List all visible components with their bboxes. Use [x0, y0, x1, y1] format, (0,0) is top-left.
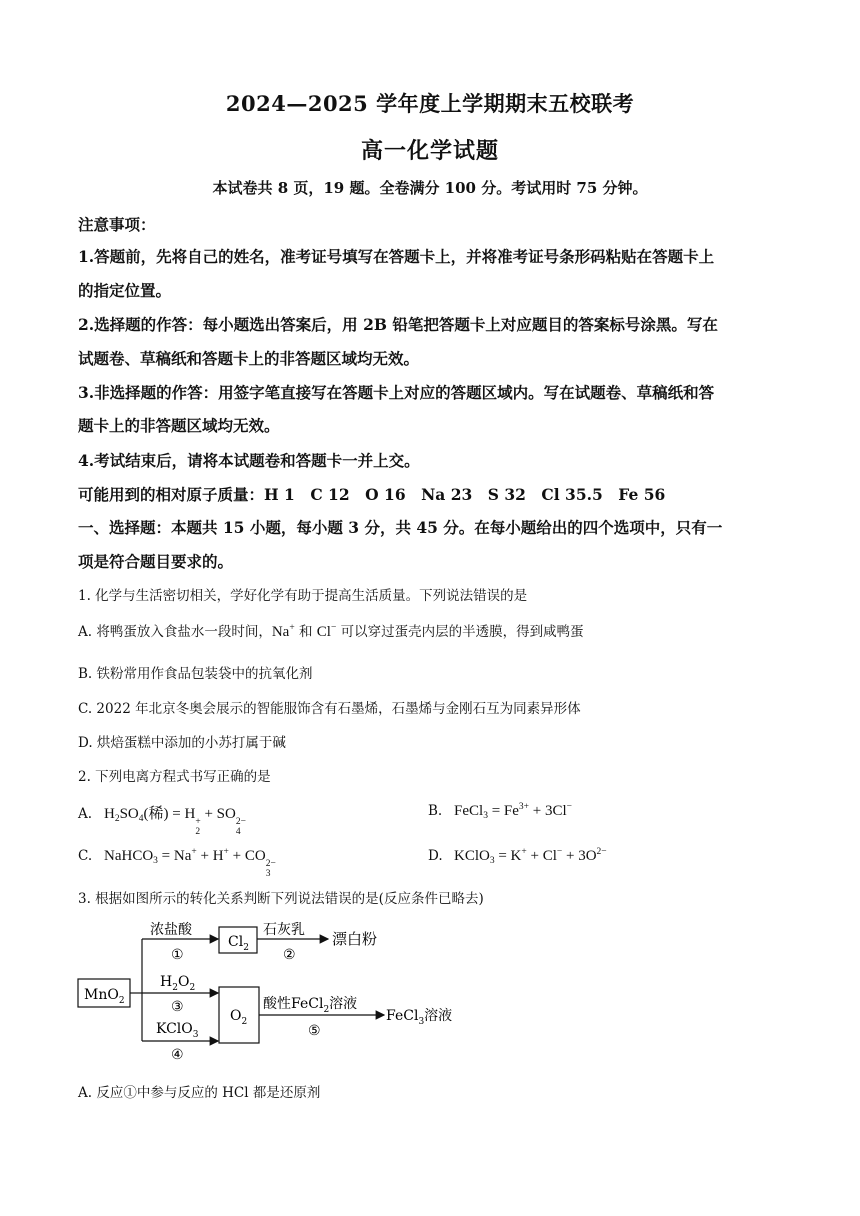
reagent-conc-hcl: 浓盐酸 — [150, 922, 192, 938]
cl2-label: $Cl_2$ — [228, 934, 249, 953]
q1-option-b: B. 铁粉常用作食品包装袋中的抗氧化剂 — [78, 666, 313, 682]
q3-option-a: A. 反应①中参与反应的 HCl 都是还原剂 — [78, 1085, 321, 1101]
note-1-line2: 的指定位置。 — [78, 281, 172, 300]
reaction-num-5: ⑤ — [308, 1023, 321, 1039]
q1-stem: 1. 化学与生活密切相关，学好化学有助于提高生活质量。下列说法错误的是 — [78, 588, 528, 604]
q3-stem: 3. 根据如图所示的转化关系判断下列说法错误的是(反应条件已略去) — [78, 891, 484, 907]
q2-label-a: A. — [78, 806, 93, 822]
q2-option-d: D. KClO$_3$ = $K^+ + Cl^- + 3O^{2-}$ — [428, 847, 607, 866]
q2-label-c: C. — [78, 848, 93, 864]
reagent-lime-milk: 石灰乳 — [263, 922, 305, 938]
note-1-line1: 1.答题前，先将自己的姓名，准考证号填写在答题卡上，并将准考证号条形码粘贴在答题卡上 — [78, 247, 715, 266]
q3-diagram — [76, 915, 476, 1065]
reaction-num-1: ① — [171, 947, 184, 963]
note-3-line1: 3.非选择题的作答：用签字笔直接写在答题卡上对应的答题区域内。写在试题卷、草稿纸和答 — [78, 383, 715, 402]
product-bleach: 漂白粉 — [332, 930, 378, 948]
atomic-masses: 可能用到的相对原子质量：H 1 C 12 O 16 Na 23 S 32 Cl 35.5 Fe 56 — [78, 485, 666, 504]
note-4-line1: 4.考试结束后，请将本试题卷和答题卡一并上交。 — [78, 451, 420, 470]
note-3-line2: 题卡上的非答题区域均无效。 — [78, 416, 280, 435]
reagent-h2o2: $H_2O_2$ — [160, 974, 196, 993]
mno2-label: MnO$_2$ — [84, 987, 125, 1006]
q2-label-b: B. — [428, 803, 443, 819]
q1-option-c: C. 2022 年北京冬奥会展示的智能服饰含有石墨烯，石墨烯与金刚石互为同素异形体 — [78, 701, 581, 717]
exam-summary: 本试卷共 8 页，19 题。全卷满分 100 分。考试用时 75 分钟。 — [212, 179, 648, 197]
q1-option-a: A. 将鸭蛋放入食盐水一段时间，Na+ 和 Cl− 可以穿过蛋壳内层的半透膜，得到咸鸭蛋 — [78, 623, 584, 640]
product-fecl3: FeCl$_3$溶液 — [386, 1008, 453, 1027]
q2-option-b: B. FeCl$_3$ = $Fe^{3+} + 3Cl^-$ — [428, 802, 573, 821]
note-2-line1: 2.选择题的作答：每小题选出答案后，用 2B 铅笔把答题卡上对应题目的答案标号涂黑。写在 — [78, 315, 718, 334]
reagent-acidic-fecl2: 酸性FeCl$_2$溶液 — [263, 996, 358, 1015]
q2-option-c: C. NaHCO$_3$ = Na+ + H+ + CO 2− 3 — [78, 847, 276, 879]
notes-heading: 注意事项： — [78, 215, 156, 234]
q2-label-d: D. — [428, 848, 443, 864]
na-ion: Na+ — [271, 623, 295, 640]
q1-option-a-post: 可以穿过蛋壳内层的半透膜，得到咸鸭蛋 — [340, 624, 584, 640]
reaction-num-2: ② — [283, 947, 296, 963]
note-2-line2: 试题卷、草稿纸和答题卡上的非答题区域均无效。 — [78, 349, 420, 368]
cl-ion: Cl− — [316, 623, 337, 640]
exam-title: 2024—2025 学年度上学期期末五校联考 — [225, 91, 635, 116]
exam-subject: 高一化学试题 — [360, 138, 499, 164]
reaction-num-4: ④ — [171, 1047, 184, 1063]
reaction-num-3: ③ — [171, 999, 184, 1015]
q2-option-a: A. $H_2SO_4$(稀) = H + 2 + SO 2− 4 — [78, 806, 246, 837]
q1-option-a-pre: A. 将鸭蛋放入食盐水一段时间， — [78, 624, 272, 640]
reagent-kclo3: KClO$_3$ — [156, 1021, 199, 1040]
section1-line2: 项是符合题目要求的。 — [78, 552, 234, 571]
o2-label: $O_2$ — [230, 1008, 248, 1027]
q2-stem: 2. 下列电离方程式书写正确的是 — [78, 769, 271, 785]
section1-line1: 一、选择题：本题共 15 小题，每小题 3 分，共 45 分。在每小题给出的四个选项中，只有一 — [78, 518, 723, 537]
q1-option-d: D. 烘焙蛋糕中添加的小苏打属于碱 — [78, 735, 286, 751]
